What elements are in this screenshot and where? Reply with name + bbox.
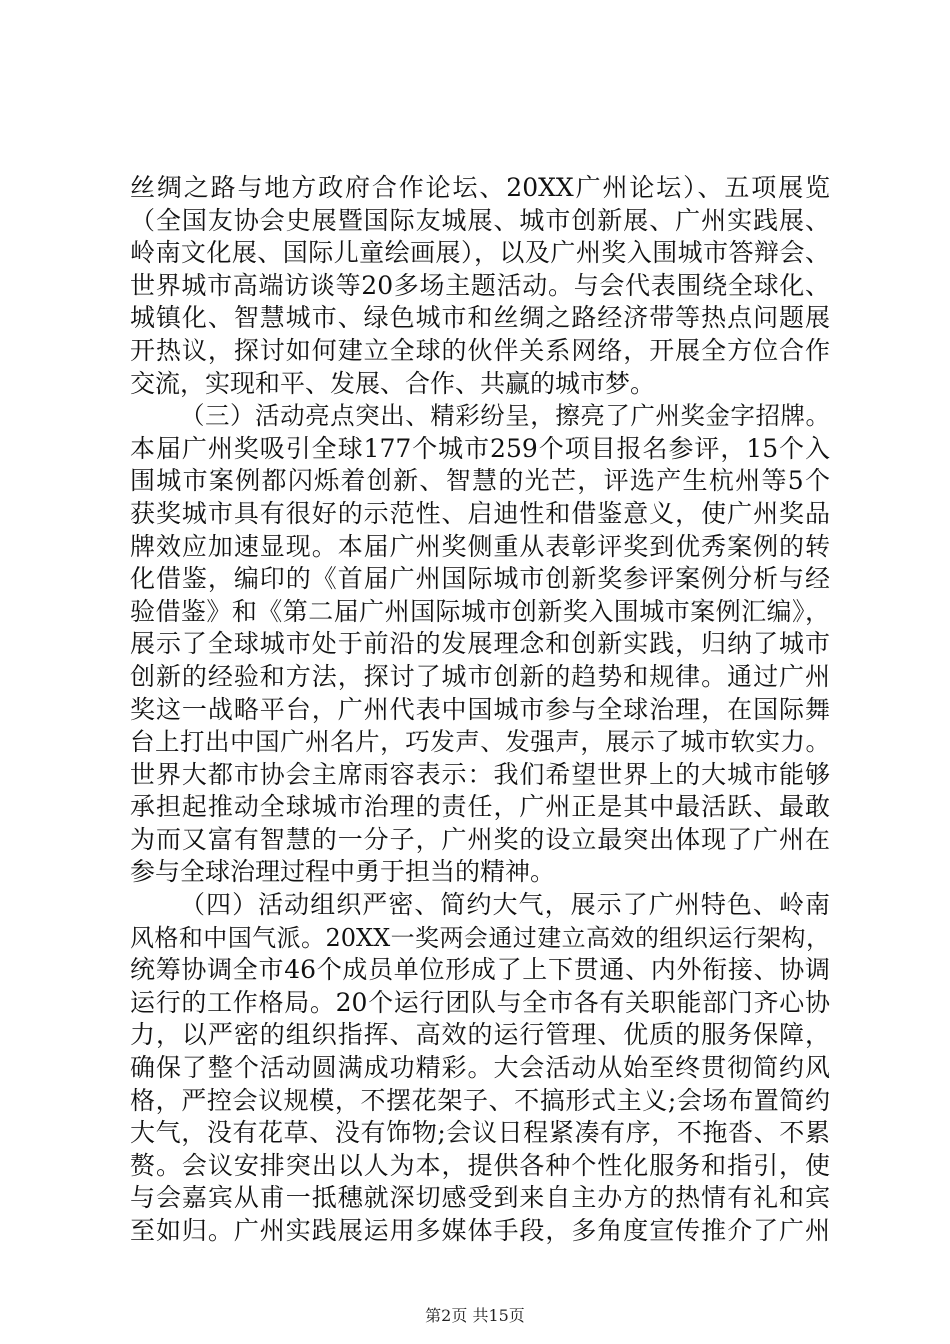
text-line: 参与全球治理过程中勇于担当的精神。 <box>130 857 556 887</box>
text-line: 获奖城市具有很好的示范性、启迪性和借鉴意义，使广州奖品 <box>130 498 830 528</box>
text-line: 运行的工作格局。20个运行团队与全市各有关职能部门齐心协 <box>130 987 830 1017</box>
text-line: 验借鉴》和《第二届广州国际城市创新奖入围城市案例汇编》， <box>130 596 830 626</box>
text-line: 牌效应加速显现。本届广州奖侧重从表彰评奖到优秀案例的转 <box>130 531 830 561</box>
text-line: 丝绸之路与地方政府合作论坛、20XX广州论坛）、五项展览 <box>130 173 830 202</box>
text-line: 化借鉴，编印的《首届广州国际城市创新奖参评案例分析与经 <box>130 564 830 594</box>
text-line: 赘。会议安排突出以人为本，提供各种个性化服务和指引，使 <box>130 1150 830 1180</box>
text-line: 世界大都市协会主席雨容表示：我们希望世界上的大城市能够 <box>130 759 830 789</box>
page-number-footer: 第2页 共15页 <box>425 1306 525 1325</box>
text-line: 开热议，探讨如何建立全球的伙伴关系网络，开展全方位合作 <box>130 335 830 365</box>
text-line: 围城市案例都闪烁着创新、智慧的光芒，评选产生杭州等5个 <box>130 466 830 496</box>
text-line: 台上打出中国广州名片，巧发声、发强声，展示了城市软实力。 <box>130 727 830 757</box>
text-line: 为而又富有智慧的一分子，广州奖的设立最突出体现了广州在 <box>130 824 830 854</box>
text-line: 世界城市高端访谈等20多场主题活动。与会代表围绕全球化、 <box>130 270 830 300</box>
text-line: 大气，没有花草、没有饰物;会议日程紧凑有序，不拖沓、不累 <box>130 1118 830 1148</box>
section-heading-line: （三）活动亮点突出、精彩纷呈，擦亮了广州奖金字招牌。 <box>180 401 830 431</box>
text-line: 承担起推动全球城市治理的责任，广州正是其中最活跃、最敢 <box>130 792 830 822</box>
text-line: 至如归。广州实践展运用多媒体手段，多角度宣传推介了广州 <box>130 1216 830 1245</box>
text-line: 交流，实现和平、发展、合作、共赢的城市梦。 <box>130 368 656 398</box>
text-line: 展示了全球城市处于前沿的发展理念和创新实践，归纳了城市 <box>130 629 830 659</box>
text-line: 创新的经验和方法，探讨了城市创新的趋势和规律。通过广州 <box>130 661 830 691</box>
text-line: （全国友协会史展暨国际友城展、城市创新展、广州实践展、 <box>130 205 830 235</box>
text-line: 本届广州奖吸引全球177个城市259个项目报名参评，15个入 <box>130 433 830 463</box>
text-line: 风格和中国气派。20XX一奖两会通过建立高效的组织运行架构， <box>130 923 830 952</box>
body-text <box>130 172 830 1248</box>
text-line: 确保了整个活动圆满成功精彩。大会活动从始至终贯彻简约风 <box>130 1053 830 1083</box>
text-line: 奖这一战略平台，广州代表中国城市参与全球治理，在国际舞 <box>130 694 830 724</box>
text-line: 力，以严密的组织指挥、高效的运行管理、优质的服务保障， <box>130 1020 830 1050</box>
section-heading-line: （四）活动组织严密、简约大气，展示了广州特色、岭南 <box>180 890 830 920</box>
text-line: 岭南文化展、国际儿童绘画展），以及广州奖入围城市答辩会、 <box>130 238 830 268</box>
text-line: 格，严控会议规模，不摆花架子、不搞形式主义;会场布置简约 <box>130 1085 830 1115</box>
text-line: 统筹协调全市46个成员单位形成了上下贯通、内外衔接、协调 <box>130 955 830 985</box>
text-line: 与会嘉宾从甫一抵穗就深切感受到来自主办方的热情有礼和宾 <box>130 1183 830 1213</box>
text-line: 城镇化、智慧城市、绿色城市和丝绸之路经济带等热点问题展 <box>130 303 830 333</box>
